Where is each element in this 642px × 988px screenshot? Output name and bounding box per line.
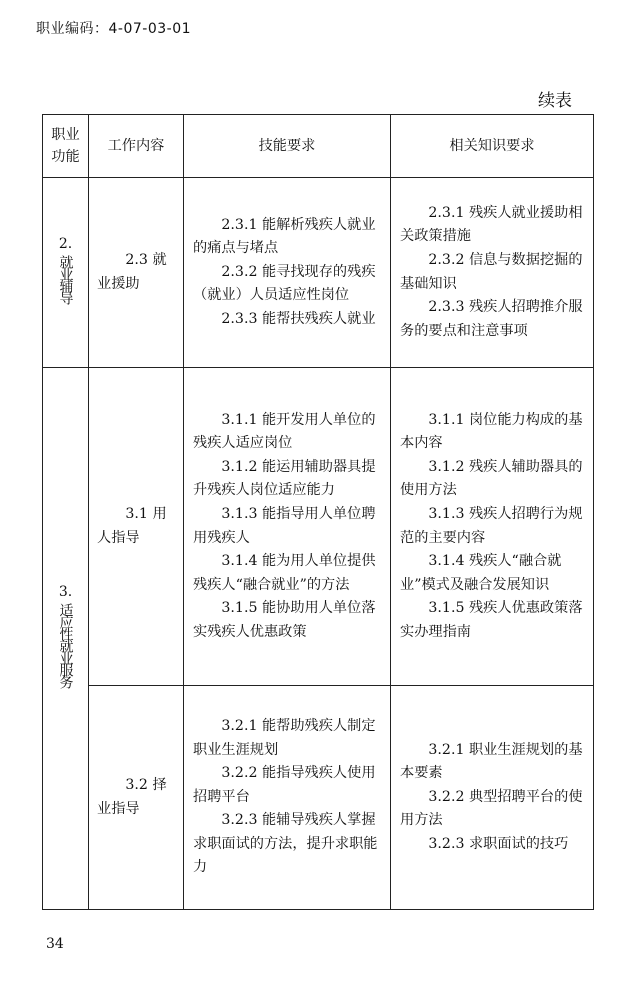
knowledge-item: 3.1.5 残疾人优惠政策落实办理指南	[400, 600, 583, 640]
work-content: 3.1 用人指导	[97, 505, 167, 546]
table-row	[43, 178, 594, 368]
table-row	[43, 368, 594, 686]
skills-cell	[184, 178, 391, 368]
knowledge-cell	[391, 368, 594, 686]
knowledge-item: 3.1.2 残疾人辅助器具的使用方法	[400, 458, 583, 499]
knowledge-cell	[391, 686, 594, 910]
knowledge-item: 3.1.1 岗位能力构成的基本内容	[400, 411, 583, 452]
skill-item: 3.2.3 能辅导残疾人掌握求职面试的方法，提升求职能力	[193, 812, 378, 876]
skill-item: 3.1.1 能开发用人单位的残疾人适应岗位	[193, 411, 376, 452]
header-skills: 技能要求	[184, 115, 391, 178]
skill-item: 3.1.4 能为用人单位提供残疾人“融合就业”的方法	[193, 553, 376, 593]
knowledge-item: 2.3.3 残疾人招聘推介服务的要点和注意事项	[400, 299, 583, 339]
skill-item: 3.1.2 能运用辅助器具提升残疾人岗位适应能力	[193, 458, 376, 499]
skill-item: 3.1.3 能指导用人单位聘用残疾人	[193, 505, 376, 546]
knowledge-cell	[391, 178, 594, 368]
knowledge-item: 3.2.2 典型招聘平台的使用方法	[400, 788, 583, 829]
skill-item: 3.2.2 能指导残疾人使用招聘平台	[193, 765, 376, 805]
function-cell	[43, 178, 89, 368]
skill-item: 2.3.3 能帮扶残疾人就业	[221, 310, 376, 327]
skill-item: 2.3.2 能寻找现存的残疾（就业）人员适应性岗位	[193, 263, 376, 304]
skill-item: 3.1.5 能协助用人单位落实残疾人优惠政策	[193, 600, 376, 640]
knowledge-item: 3.1.3 残疾人招聘行为规范的主要内容	[400, 505, 583, 546]
table-header-row	[43, 115, 594, 178]
work-cell	[89, 686, 184, 910]
occupation-code: 职业编码：4-07-03-01	[36, 21, 192, 37]
table-row	[43, 686, 594, 910]
knowledge-item: 2.3.2 信息与数据挖掘的基础知识	[400, 251, 583, 292]
skill-item: 2.3.1 能解析残疾人就业的痛点与堵点	[193, 216, 376, 257]
continued-label: 续表	[538, 91, 572, 111]
work-cell	[89, 368, 184, 686]
work-cell	[89, 178, 184, 368]
work-content: 2.3 就业援助	[97, 251, 167, 292]
header-work: 工作内容	[89, 115, 184, 178]
page-number: 34	[46, 936, 64, 952]
function-name: 适应性就业服务	[57, 603, 74, 688]
knowledge-item: 2.3.1 残疾人就业援助相关政策措施	[400, 204, 583, 245]
skills-cell	[184, 686, 391, 910]
skill-item: 3.2.1 能帮助残疾人制定职业生涯规划	[193, 717, 376, 758]
header-knowledge: 相关知识要求	[391, 115, 594, 178]
header-function-label: 职业功能	[51, 127, 80, 165]
skills-table	[42, 114, 594, 910]
knowledge-item: 3.2.3 求职面试的技巧	[428, 835, 569, 852]
skills-cell	[184, 368, 391, 686]
knowledge-item: 3.2.1 职业生涯规划的基本要素	[400, 741, 583, 782]
function-name: 就业辅导	[57, 255, 74, 304]
header-function	[43, 115, 89, 178]
function-number: 3.	[58, 584, 73, 601]
work-content: 3.2 择业指导	[97, 776, 167, 817]
function-cell	[43, 368, 89, 910]
knowledge-item: 3.1.4 残疾人“融合就业”模式及融合发展知识	[400, 553, 562, 593]
function-number: 2.	[58, 236, 73, 253]
